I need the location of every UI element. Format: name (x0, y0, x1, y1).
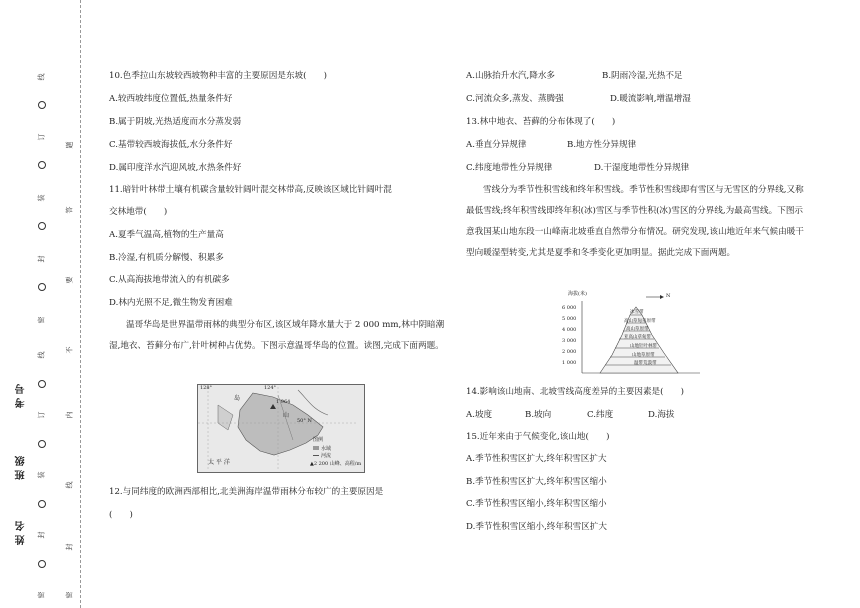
island-label: 岛 (234, 395, 241, 402)
binding-hole (38, 161, 46, 169)
legend-title: 图例 (313, 437, 324, 443)
longitude-label-right: 124° (264, 385, 277, 391)
river-line-icon (313, 455, 319, 456)
binding-dashed-line (80, 0, 81, 608)
name-label: 姓名 (16, 517, 27, 545)
seal-char: 要 (65, 276, 74, 284)
north-arrow-label: N (666, 293, 671, 299)
option-b[interactable]: B.阴雨冷湿,光热不足 (602, 71, 683, 81)
question-stem: 12.与同纬度的欧洲西部相比,北美洲海岸温带雨林分布较广的主要原因是 (109, 487, 384, 497)
zone-label: 山地针叶林带 (630, 344, 657, 349)
zone-label: 山地草原带 (632, 353, 655, 358)
binding-hole (38, 440, 46, 448)
legend-river: 河流 (313, 452, 331, 459)
seal-char: 答 (65, 206, 74, 214)
option-a[interactable]: A.垂直分异规律 (466, 140, 527, 150)
passage-vancouver: 温哥华岛是世界温带雨林的典型分布区,该区域年降水量大于 2 000 mm,林中阴暗潮湿,地衣、苔藓分布广,针叶树种占优势。下图示意温哥华岛的位置。读图,完成下面两题。 (109, 320, 445, 351)
binding-hole (38, 380, 46, 388)
option-c[interactable]: C.河流众多,蒸发、蒸腾强 (466, 94, 564, 104)
seal-char: 密 (37, 591, 46, 599)
option-a[interactable]: A.山脉抬升水汽,降水多 (466, 71, 556, 81)
zone-label: 亚高山草甸带 (624, 335, 651, 340)
latitude-label: 50° N (297, 418, 312, 424)
option-c[interactable]: C.纬度地带性分异规律 (466, 163, 553, 173)
zone-label: 温带荒漠带 (634, 361, 657, 366)
seal-char: 内 (65, 411, 74, 419)
seal-char: 题 (65, 141, 74, 149)
option-b[interactable]: B.地方性分异规律 (567, 140, 637, 150)
zone-label: 高山草甸草原带 (624, 319, 656, 324)
binding-hole (38, 560, 46, 568)
exam-number-label: 考号 (16, 380, 27, 408)
longitude-label-left: 128° (200, 385, 213, 391)
y-tick: 5 000 (562, 316, 577, 322)
y-axis-label: 海拔(米) (568, 291, 587, 297)
seal-char: 密 (65, 591, 74, 599)
option-d[interactable]: D.海拔 (648, 410, 675, 420)
binding-hole (38, 222, 46, 230)
option-c[interactable]: C.从高海拔地带流入的有机碳多 (109, 275, 230, 285)
option-d[interactable]: D.林内光照不足,微生物发育困难 (109, 298, 233, 308)
class-label: 班级 (16, 452, 27, 480)
question-stem-cont: 交林地带( ) (109, 207, 168, 217)
binding-hole (38, 500, 46, 508)
legend-water: 水域 (313, 445, 331, 452)
seal-char: 订 (37, 133, 46, 141)
question-stem: 13.林中地衣、苔藓的分布体现了( ) (466, 117, 616, 127)
question-stem: 10.色季拉山东坡较西坡物种丰富的主要原因是东坡( ) (109, 71, 328, 81)
zone-label: 高山草原带 (626, 327, 649, 332)
seal-char: 订 (37, 411, 46, 419)
option-b[interactable]: B.坡向 (525, 410, 552, 420)
legend-peak: ▲2 200 山峰、高程/m (310, 461, 362, 467)
seal-char: 封 (65, 543, 74, 551)
option-a[interactable]: A.较西坡纬度位置低,热量条件好 (109, 94, 233, 104)
y-tick: 2 000 (562, 349, 577, 355)
option-b[interactable]: B.冷湿,有机质分解慢、积累多 (109, 253, 224, 263)
option-a[interactable]: A.夏季气温高,植物的生产量高 (109, 230, 224, 240)
seal-char: 线 (37, 351, 46, 359)
option-b[interactable]: B.季节性积雪区扩大,终年积雪区缩小 (466, 477, 607, 487)
option-a[interactable]: A.季节性积雪区扩大,终年积雪区扩大 (466, 454, 607, 464)
seal-char: 封 (37, 531, 46, 539)
question-stem: 15.近年来由于气候变化,该山地( ) (466, 432, 610, 442)
seal-char: 线 (37, 73, 46, 81)
seal-char: 封 (37, 255, 46, 263)
seal-char: 装 (37, 194, 46, 202)
y-tick: 4 000 (562, 327, 577, 333)
question-stem-cont: ( ) (109, 510, 133, 520)
option-d[interactable]: D.属印度洋水汽迎风坡,水热条件好 (109, 163, 242, 173)
seal-char: 不 (65, 346, 74, 354)
zone-label: 冰雪带 (630, 310, 644, 315)
mountain-label: 山 (283, 412, 290, 419)
peak-triangle-icon: ▲ (310, 461, 314, 467)
seal-char: 密 (37, 316, 46, 324)
option-a[interactable]: A.坡度 (466, 410, 493, 420)
option-d[interactable]: D.暖流影响,增温增湿 (610, 94, 691, 104)
binding-hole (38, 283, 46, 291)
option-d[interactable]: D.干湿度地带性分异规律 (594, 163, 690, 173)
question-stem: 11.暗针叶林带土壤有机碳含量较针阔叶混交林带高,反映该区域比针阔叶混 (109, 185, 392, 195)
option-c[interactable]: C.季节性积雪区缩小,终年积雪区缩小 (466, 499, 607, 509)
passage-snowline: 雪线分为季节性积雪线和终年积雪线。季节性积雪线即有雪区与无雪区的分界线,又称最低雪线;终年积雪线即终年积(冰)雪区与季节性积(冰)雪区的分界线,为最高雪线。下图示意我国某山地东段一山峰南北坡垂直自然带分布情况。研究发现,该山地近年来气候由暖干型向暖湿型转变,尤其是夏季和冬季变化更加明显。据此完成下面两题。 (466, 185, 804, 258)
question-stem: 14.影响该山地南、北坡雪线高度差异的主要因素是( ) (466, 387, 685, 397)
option-c[interactable]: C.纬度 (587, 410, 614, 420)
option-c[interactable]: C.基带较西坡海拔低,水分条件好 (109, 140, 233, 150)
water-swatch-icon (313, 446, 319, 450)
option-d[interactable]: D.季节性积雪区缩小,终年积雪区扩大 (466, 522, 607, 532)
y-tick: 3 000 (562, 338, 577, 344)
vancouver-map (197, 384, 365, 473)
peak-elevation-label: 1 964 (276, 399, 291, 405)
mountain-zones-figure (560, 293, 710, 377)
option-b[interactable]: B.属于阴坡,光热适度而水分蒸发弱 (109, 117, 242, 127)
seal-char: 装 (37, 471, 46, 479)
y-tick: 6 000 (562, 305, 577, 311)
binding-hole (38, 101, 46, 109)
ocean-label: 太 平 洋 (208, 459, 230, 466)
seal-char: 线 (65, 481, 74, 489)
y-tick: 1 000 (562, 360, 577, 366)
